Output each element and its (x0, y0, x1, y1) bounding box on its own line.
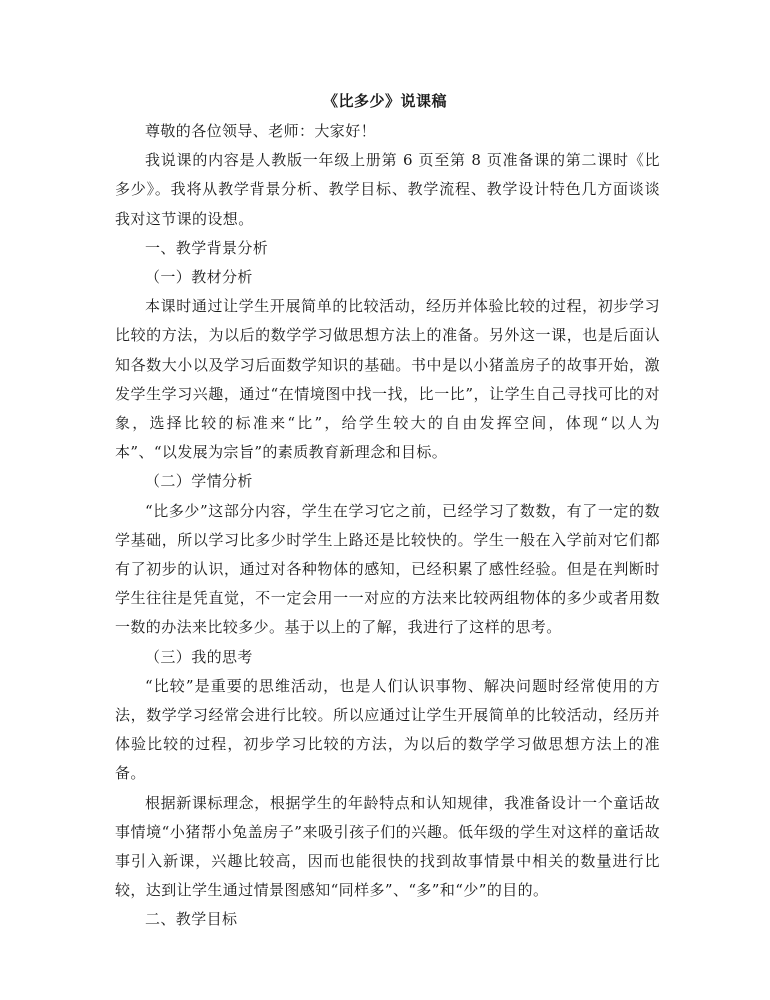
document-title: 《比多少》说课稿 (322, 92, 447, 110)
intro-paragraph: 我说课的内容是人教版一年级上册第 6 页至第 8 页准备课的第二课时《比多少》。我将从教学背景分析、教学目标、教学流程、教学设计特色几方面谈谈我对这节课的设想。 (115, 151, 660, 228)
design-paragraph: 根据新课标理念，根据学生的年龄特点和认知规律，我准备设计一个童话故事情境“小猪帮小兔盖房子”来吸引孩子们的兴趣。低年级的学生对这样的童话故事引入新课，兴趣比较高，因而也能很快的找到故事情景中相关的数量进行比较，达到让学生通过情景图感知“同样多”、“多”和“少”的目的。 (115, 793, 660, 900)
section-heading-objectives: 二、教学目标 (145, 910, 238, 929)
document-body (115, 117, 660, 935)
textbook-analysis-paragraph: 本课时通过让学生开展简单的比较活动，经历并体验比较的过程，初步学习比较的方法，为以后的数学学习做思想方法上的准备。另外这一课，也是后面认知各数大小以及学习后面数学知识的基础。书中是以小猪盖房子的故事开始，激发学生学习兴趣，通过“在情境图中找一找，比一比”，让学生自己寻找可比的对象，选择比较的标准来“比”，给学生较大的自由发挥空间，体现“以人为本”、“以发展为宗旨”的素质教育新理念和目标。 (115, 297, 660, 462)
student-analysis-paragraph: “比多少”这部分内容，学生在学习它之前，已经学习了数数，有了一定的数学基础，所以学习比多少时学生上路还是比较快的。学生一般在入学前对它们都有了初步的认识，通过对各种物体的感知，已经积累了感性经验。但是在判断时学生往往是凭直觉，不一定会用一一对应的方法来比较两组物体的多少或者用数一数的办法来比较多少。基于以上的了解，我进行了这样的思考。 (115, 501, 660, 637)
my-thinking-paragraph: “比较”是重要的思维活动，也是人们认识事物、解决问题时经常使用的方法，数学学习经常会进行比较。所以应通过让学生开展简单的比较活动，经历并体验比较的过程，初步学习比较的方法，为以后的数学学习做思想方法上的准备。 (115, 676, 660, 783)
section-heading-background: 一、教学背景分析 (145, 238, 269, 257)
subheading-textbook-analysis: （一）教材分析 (145, 268, 253, 287)
subheading-my-thinking: （三）我的思考 (145, 647, 253, 666)
greeting-paragraph: 尊敬的各位领导、老师：大家好！ (145, 122, 377, 140)
subheading-student-analysis: （二）学情分析 (145, 472, 253, 491)
